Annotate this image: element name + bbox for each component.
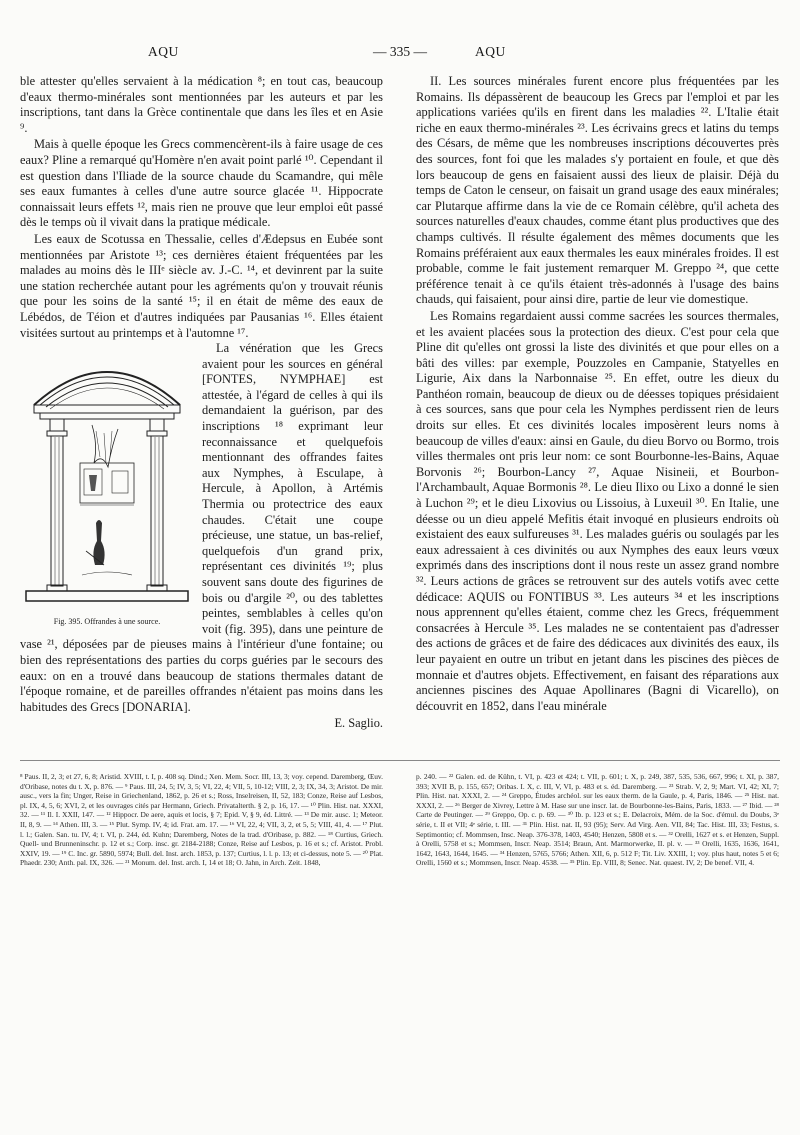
left-column [20, 74, 383, 732]
paragraph: II. Les sources minérales furent encore plus fréquentées par les Romains. Ils dépassèrent de beaucoup les Grecs par l'emploi et par les applications variées qu'ils en firent dans les maladies ²². L'Italie était riche en eaux thermo-minérales ²³. Les écrivains grecs et latins du temps des Césars, de même que les nombreuses inscriptions découvertes près des sources, font foi que les malades s'y portaient en foule, et que dès lors beaucoup de gens en faisaient aussi des lieux de plaisir. Déjà du temps de Caton le censeur, on faisait un grand usage des eaux minérales; car Plutarque affirme dans la vie de ce Romain célèbre, qu'il acheta des sources naturelles d'eaux chaudes, comme étant plus productives que des champs cultivés. Il résulte également des mêmes documents que les Romains préféraient aux eaux thermales les eaux minérales froides. Il est probable, comme le fait justement remarquer M. Greppo ²⁴, que cette préférence tenait à ce qu'ils étaient très-adonnés à l'usage des bains chauds, qui faisaient, pour ainsi dire, partie de leur vie domestique. [416, 74, 779, 307]
footnote-divider [20, 760, 780, 761]
figure-caption: Fig. 395. Offrandes à une source. [53, 617, 161, 627]
figure-395 [20, 345, 194, 629]
footnotes-right: p. 240. — ²² Galen. ed. de Kühn, t. VI, p. 423 et 424; t. VII, p. 601; t. X, p. 249, 387, 535, 536, 667, 996; t. XI, p. 387, 393; XVII B, p. 155, 657; Oribas. I. X, c. III, V, VI, p. 483 et s. éd. Daremberg. — ²³ Strab. V, 2, 9; Mart. VI, 42; XI, 7; Plin. Hist. nat. XXXI, 2. — ²⁴ Greppo, Études archéol. sur les eaux therm. de la Gaule, p. 4, Paris, 1846. — ²⁵ Hist. nat. XXXI, 2. — ²⁶ Berger de Xivrey, Lettre à M. Hase sur une inscr. lat. de Bourbonne-les-Bains, Paris, 1833. — ²⁷ Ibid. — ²⁸ Carte de Peutinger. — ²⁹ Greppo, Op. c. p. 69. — ³⁰ Ib. p. 123 et s.; E. Delacroix, Mém. de la Soc. d'émul. du Doubs, 3ᵉ série, t. II et VII; 4ᵉ série, t. III. — ³¹ Plin. Hist. nat. II, 93 (95); Serv. Ad Virg. Aen. VII, 84; Tac. Hist. III, 33; Festus, s. Septimontio; cf. Mommsen, Insc. Neap. 376-378, 1403, 4540; Henzen, 5808 et s. — ³² Orelli, 1627 et s. et Henzen, Suppl. à Orelli, 5758 et s.; Mommsen, Inscr. Neap. 3514; Braun, Ant. Marmorwerke, II. pl. v. — ³³ Orelli, 1635, 1636, 1641, 1642, 1643, 1644, 1645. — ³⁴ Henzen, 5765, 5766; Athen. XII, 6, p. 512 F; Tit. Liv. XXIII, 1; voy. plus haut, notes 5 et 6; Orelli, 1560 et s.; Mommsen, Inscr. Neap. 4538. — ³⁵ Plin. Ep. VIII, 8; Senec. Nat. quaest. IV, 2; De benef. VII, 4. [416, 772, 779, 868]
running-header [20, 44, 780, 64]
right-column [416, 74, 779, 714]
paragraph: Les Romains regardaient aussi comme sacrées les sources thermales, et les avaient placées sous la protection des dieux. C'est pour cela que Pline dit qu'elles ont grossi la liste des divinités et que pour elles on a bâti des villes: par exemple, Pouzzoles en Campanie, Statyelles en Ligurie, Aix dans la Narbonnaise ²⁵. En effet, outre les dieux du Panthéon romain, beaucoup de dieux ou de déesses topiques présidaient à ces sources, sans que pour cela les Nymphes perdissent rien de leurs droits sur elles. Et ces divinités locales imposèrent leurs noms à beaucoup de villes d'eaux: ainsi en Gaule, du dieu Borvo ou Bormo, trois villes thermales ont pris leur nom: ce sont Bourbonne-les-Bains, Aquae Borvonis ²⁶; Bourbon-Lancy ²⁷, Aquae Nisinеii, et Bourbon-l'Archambault, Aquae Bormonis ²⁸. Le dieu Ilixo ou Lixo a donné le sien à Luchon ²⁹; et le dieu Lixovius ou Lissoius, à Luxeuil ³⁰. En Italie, une déesse ou un dieu appelé Mefitis était invoqué en plusieurs endroits où existaient des eaux sulfureuses ³¹. Les malades guéris ou soulagés par les eaux adressaient à ces divinités ou aux Nymphes des eaux leurs vœux exprimés dans des inscriptions dont il nous reste un assez grand nombre ³². Leurs actions de grâces se retrouvent sur des autels votifs avec cette dédicace: AQUIS ou FONTIBUS ³³. Les auteurs ³⁴ et les inscriptions nous apprennent qu'elles étaient, comme chez les Grecs, fréquemment consacrées à Hercule ³⁵. Les malades ne se contentaient pas d'adresser des actions de grâces et de faire des dédicaces aux divinités des eaux, ils leur payaient en outre un tribut en jetant dans les piscines des pièces de monnaie et d'autres objets. Effectivement, en faisant des réparations aux anciennes piscines des Aquae Apollinares (Bagni di Vicarello), on découvrit en 1852, dans l'eau minérale [416, 308, 779, 713]
paragraph: ble attester qu'elles servaient à la médication ⁸; en tout cas, beaucoup d'eaux thermo-minérales sont mentionnées par les auteurs et par les inscriptions, tant dans la Grèce continentale que dans les îles et en Asie ⁹. [20, 74, 383, 135]
header-right: AQU [475, 44, 506, 59]
paragraph: Les eaux de Scotussa en Thessalie, celles d'Ædepsus en Eubée sont mentionnées par Aristote ¹³; ces dernières étaient fréquentées par les malades au moins dès le IIIᵉ siècle av. J.-C. ¹⁴, et devinrent par la suite une station recherchée autant pour les agréments qu'on y trouvait réunis que pour les soins de la santé ¹⁵; il en était de même des eaux de Lébédos, de Téion et d'autres indiquées par Pausanias ¹⁶. Elles étaient visitées surtout au printemps et à l'automne ¹⁷. [20, 231, 383, 340]
footnotes-left: ⁸ Paus. II, 2, 3; et 27, 6, 8; Aristid. XVIII, t. I, p. 408 sq. Dind.; Xen. Mem. Socr. III, 13, 3; voy. cepend. Daremberg, Œuv. d'Oribase, notes du t. X, p. 876. — ⁹ Paus. III, 24, 5; IV, 3, 5; VI, 22, 4; VII, 5, 10-12; VIII, 2, 3; IX, 34, 3; Aristot. De mir. ausc., vers la fin; Unger, Reise in Griechenland, 1862, p. 26 et s.; Ross, Inselreisen, II, 52, 183; Conze, Reise auf Lesbos, pl. IX, 4, 5, 6; XVI, 2, et les ouvrages cités par Hermann, Griech. Privatalterth. § 2, p. 16, 17. — ¹⁰ Plin. Hist. nat. XXXI, 32. — ¹¹ Il. I. XXII, 147. — ¹² Hippocr. De aere, aquis et locis, § 7; Epid. V, § 9, éd. Littré. — ¹³ De mir. ausc. 1; Meteor. II, 8, 9. — ¹⁴ Athen. III, 3. — ¹⁵ Plut. Symp. IV, 4; id. Frat. am. 17. — ¹⁶ VI, 22, 4; VII, 3, 2, et 5, 5; VIII, 41, 4. — ¹⁷ Plut. l. l.; Galen. San. tu. IV, 4; t. VI, p. 244, éd. Kuhn; Daremberg, Notes de la trad. d'Oribase, p. 882. — ¹⁸ Curtius, Griech. Quell- und Brunneninschr. p. 12 et s.; Corp. insc. gr. 2184-2188; Conze, Reise auf Lesbos, p. 16 et s.; cf. Aristot. Probl. XXIV, 19. — ¹⁹ C. Inc. gr. 5890, 5974; Bull. del. Inst. arch. 1853, p. 137; Curtius, l. l. p. 13; et ci-dessus, note 5. — ²⁰ Plat. Phaedr. 230; Anth. pal. IX, 326. — ²¹ Monum. del. Inst. arch. I, 14 et 18; O. Jahn, in Arch. Zeit. 1848, [20, 772, 383, 868]
paragraph: Mais à quelle époque les Grecs commencèrent-ils à faire usage de ces eaux? Pline a remarqué qu'Homère n'en avait point parlé ¹⁰. Cependant il est question dans l'Iliade de la source chaude du Scamandre, qui mêle ses eaux fumantes à celles d'une autre source glacée ¹¹. Hippocrate connaissait leurs effets ¹², mais rien ne prouve que leur emploi eût passé dès le temps où il vivait dans la pratique médicale. [20, 137, 383, 230]
header-left: AQU [148, 44, 179, 59]
paragraph: La vénération que les Grecs avaient pour les sources en général [FONTES, NYMPHAE] est attestée, à l'égard de celles à qui ils demandaient la guérison, par des inscriptions ¹⁸ exprimant leur reconnaissance et quelquefois mentionnant des offrandes faites aux Nymphes, à Esculape, à Hercule, à Apollon, à Artémis Thermia ou protectrice des eaux chaudes. C'était une coupe précieuse, une statue, un bas-relief, quelquefois d'un grand prix, représentant ces divinités ¹⁹; plus souvent sans doute des figurines de bois ou d'argile ²⁰, ou des tablettes peintes, semblables à celles qu'on voit (fig. 395), dans une peinture de vase ²¹, déposées par de pieuses mains à l'intérieur d'une fontaine; ou bien des représentations des parties du corps guéries par le secours des eaux: on en a trouvé dans beaucoup de stations thermales datant de l'époque romaine, et de pareilles offrandes n'étaient pas moins dans les habitudes des Grecs [DONARIA]. [20, 341, 383, 714]
fountain-offerings-illustration [20, 345, 194, 615]
page-number: — 335 — [373, 44, 427, 59]
author-signature: E. Saglio. [334, 716, 383, 731]
